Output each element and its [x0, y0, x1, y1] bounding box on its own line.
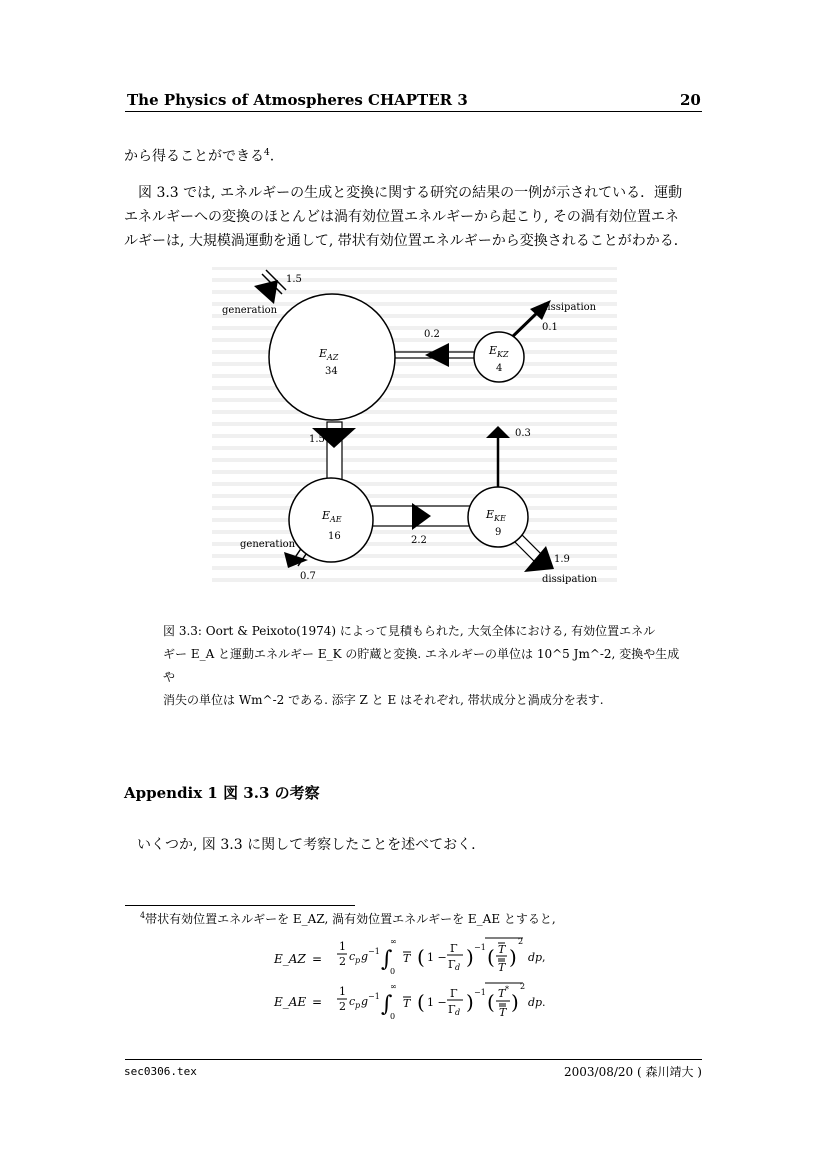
footnote-text: 帯状有効位置エネルギーを E_AZ, 渦有効位置エネルギーを E_AE とすると, [145, 912, 556, 926]
flow-gen-ae-label: 0.7 [300, 571, 316, 582]
svg-text:∞: ∞ [390, 982, 397, 991]
svg-text:): ) [466, 990, 474, 1014]
svg-text:−1: −1 [474, 988, 486, 997]
dissipation-bottom-label: dissipation [542, 574, 598, 585]
e-ae-label: $E_{AE}$ [322, 509, 342, 524]
eq2-lhs: E_AE [274, 995, 307, 1009]
svg-text:∫: ∫ [381, 992, 393, 1017]
svg-text:T: T [498, 961, 506, 974]
energy-cycle-figure [212, 262, 617, 592]
eq1-rhs [335, 930, 565, 980]
caption-line: ギー E_A と運動エネルギー E_K の貯蔵と変換. エネルギーの単位は 10^5 Jm^-2, 変換や生成や [163, 647, 680, 684]
svg-text:Γ: Γ [450, 942, 458, 955]
svg-text:2: 2 [520, 982, 526, 991]
page-number: 20 [680, 91, 701, 109]
eq1-lhs: E_AZ [274, 952, 306, 966]
svg-text:g: g [361, 950, 369, 963]
footnote-line [140, 910, 556, 927]
appendix-heading: Appendix 1 図 3.3 の考察 [124, 784, 320, 802]
flow-diss-ke-label: 1.9 [554, 554, 570, 565]
svg-text:p: p [355, 1001, 361, 1010]
eq2-equals: = [312, 995, 323, 1009]
e-az-label: $E_{AZ}$ [319, 347, 339, 362]
flow-kz-az-label: 0.2 [424, 329, 440, 340]
e-ke-label: $E_{KE}$ [486, 508, 506, 523]
svg-text:Γ: Γ [450, 987, 458, 1000]
svg-text:1: 1 [339, 940, 346, 953]
svg-text:1 −: 1 − [427, 951, 447, 964]
svg-text:Γ: Γ [448, 1003, 456, 1016]
svg-text:T: T [403, 952, 411, 965]
flow-ae-ke-label: 2.2 [411, 535, 427, 546]
body-paragraph-line: ルギーは, 大規模渦運動を通して, 帯状有効位置エネルギーから変換されることがわかる． [124, 233, 688, 249]
svg-text:−1: −1 [368, 992, 380, 1001]
header-rule [125, 111, 702, 112]
caption-line: 図 3.3: Oort & Peixoto(1974) によって見積もられた, 大気全体における, 有効位置エネル [163, 624, 656, 638]
appendix-text: いくつか, 図 3.3 に関して考察したことを述べておく. [137, 837, 476, 853]
svg-text:d: d [455, 1008, 461, 1017]
svg-text:Γ: Γ [448, 958, 456, 971]
svg-text:T: T [499, 1006, 507, 1019]
svg-text:2: 2 [339, 955, 346, 968]
svg-text:∫: ∫ [381, 947, 393, 972]
footer-rule [125, 1059, 702, 1060]
body-paragraph-line: 図 3.3 では, エネルギーの生成と変換に関する研究の結果の一例が示されている．運動 [138, 185, 683, 201]
e-ke-value: 9 [495, 527, 502, 538]
running-header-title: The Physics of Atmospheres CHAPTER 3 [127, 91, 468, 109]
svg-text:1 −: 1 − [427, 996, 447, 1009]
e-kz-label: $E_{KZ}$ [489, 344, 509, 359]
svg-text:T: T [498, 943, 506, 956]
svg-text:∞: ∞ [390, 937, 397, 946]
figure-caption [163, 620, 683, 712]
svg-text:,: , [542, 951, 546, 964]
svg-text:(: ( [487, 990, 495, 1014]
svg-text:(: ( [417, 945, 425, 969]
svg-text:.: . [542, 996, 546, 1009]
svg-text:d: d [455, 963, 461, 972]
svg-text:0: 0 [390, 967, 396, 976]
body-line-1 [124, 141, 274, 169]
svg-text:dp: dp [528, 996, 543, 1009]
svg-text:): ) [466, 945, 474, 969]
flow-ke-kz-label: 0.3 [515, 428, 531, 439]
flow-diss-kz-label: 0.1 [542, 322, 558, 333]
caption-line: 消失の単位は Wm^-2 である. 添字 Z と E はそれぞれ, 帯状成分と渦成分を表す. [163, 693, 604, 707]
svg-text:p: p [355, 956, 361, 965]
footer-date-author: 2003/08/20 ( 森川靖大 ) [564, 1065, 702, 1079]
svg-text:): ) [509, 945, 517, 969]
svg-text:T: T [403, 997, 411, 1010]
svg-text:c: c [349, 950, 356, 963]
e-ae-value: 16 [328, 531, 341, 542]
body-line-1-end: . [269, 148, 275, 165]
svg-text:): ) [511, 990, 519, 1014]
svg-text:(: ( [417, 990, 425, 1014]
e-kz-value: 4 [496, 363, 503, 374]
body-paragraph-line: エネルギーへの変換のほとんどは渦有効位置エネルギーから起こり, その渦有効位置エネ [124, 209, 679, 225]
svg-text:−1: −1 [368, 947, 380, 956]
generation-top-label: generation [222, 305, 278, 316]
flow-gen-az-label: 1.5 [286, 274, 302, 285]
body-paragraph [124, 181, 704, 253]
footnote-rule [125, 905, 355, 906]
svg-text:−1: −1 [474, 943, 486, 952]
flow-az-ae-label: 1.5 [309, 434, 325, 445]
svg-text:1: 1 [339, 985, 346, 998]
footnote-ref[interactable]: 4 [264, 148, 270, 158]
svg-text:(: ( [487, 945, 495, 969]
svg-text:*: * [505, 985, 509, 994]
svg-text:T: T [498, 987, 506, 1000]
svg-text:0: 0 [390, 1012, 396, 1021]
svg-text:dp: dp [528, 951, 543, 964]
body-line-1-text: から得ることができる [124, 148, 264, 165]
eq1-equals: = [312, 952, 323, 966]
eq2-rhs [335, 975, 565, 1025]
svg-text:c: c [349, 995, 356, 1008]
svg-text:g: g [361, 995, 369, 1008]
footer-file: sec0306.tex [124, 1065, 197, 1078]
dissipation-top-label: dissipation [541, 302, 597, 313]
svg-text:2: 2 [339, 1000, 346, 1013]
e-az-value: 34 [325, 366, 338, 377]
generation-bottom-label: generation [240, 539, 296, 550]
footnote-mark: 4 [140, 911, 146, 920]
svg-text:2: 2 [518, 937, 524, 946]
